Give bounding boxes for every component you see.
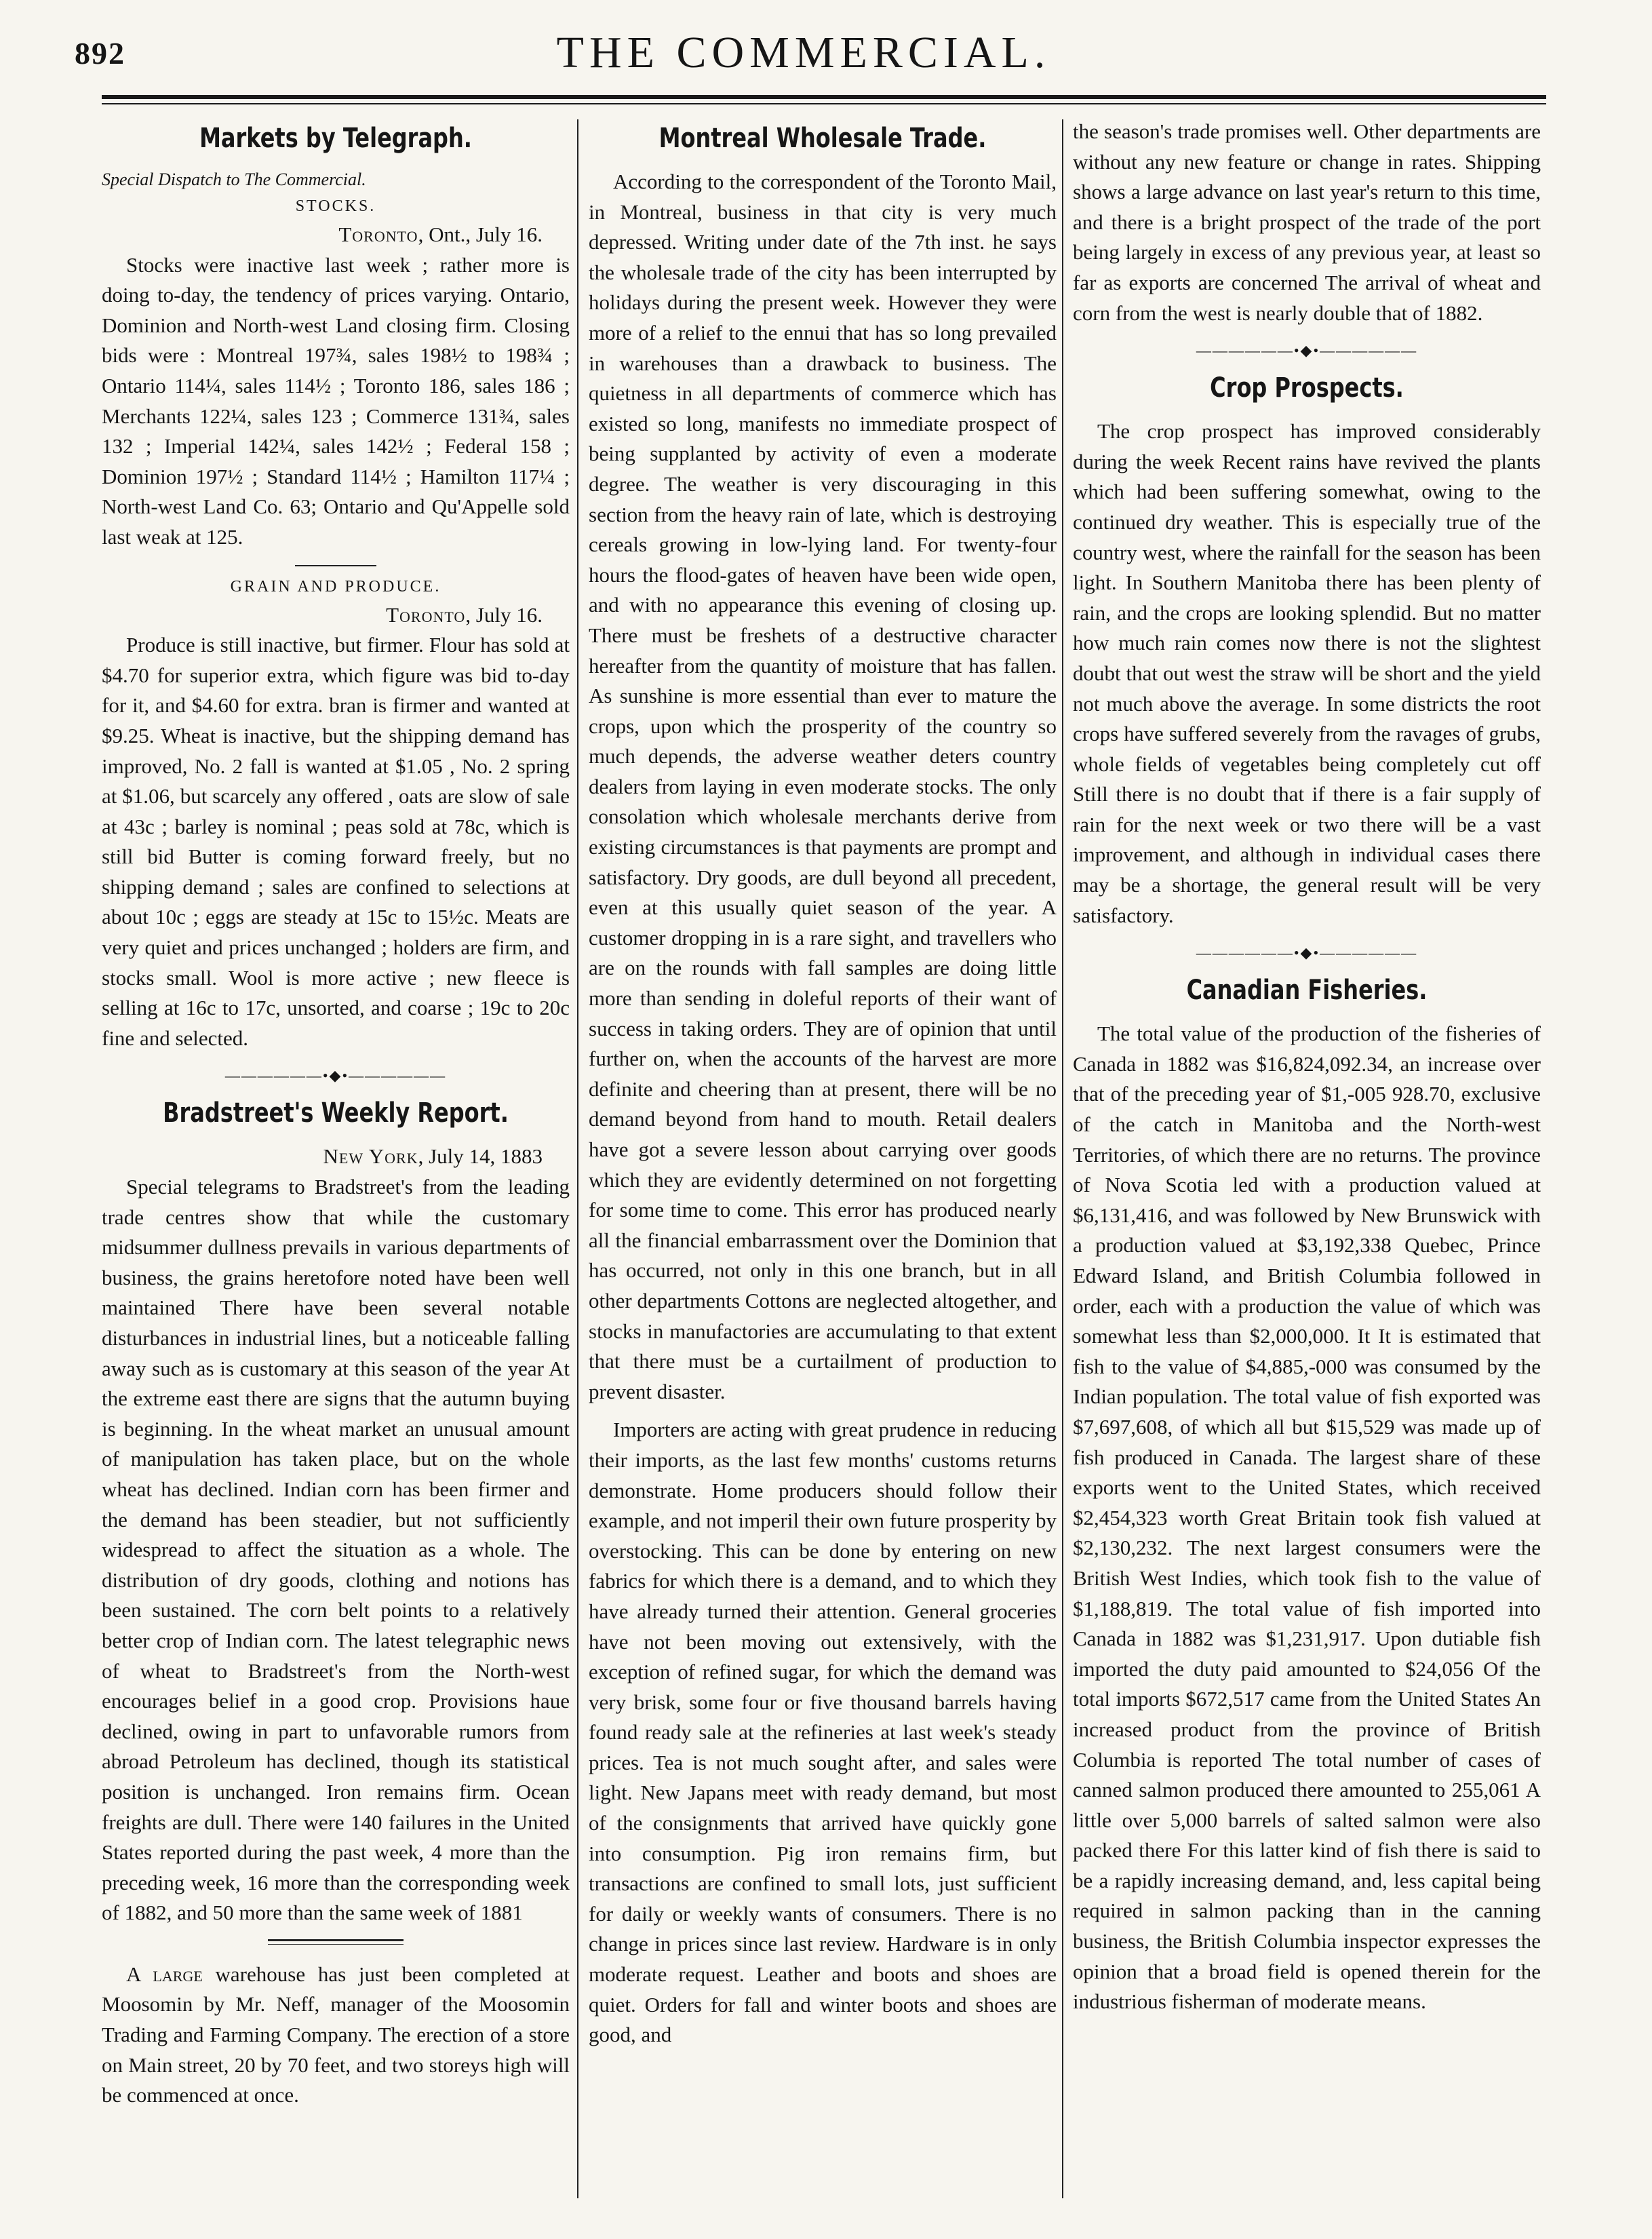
article-body: Produce is still inactive, but firmer. Flour has sold at $4.70 for superior extra, which figure was bid to-day for it, and $4.60 for extra. bran is firmer and wanted at $9.25. Wheat is inactive, but the shipping demand has improved, No. 2 fall is wanted at $1.05 , No. 2 spring at $1.06, but scarcely any offered , oats are slow of sale at 43c ; barley is nominal ; peas sold at 78c, which is still bid Butter is coming forward freely, but no shipping demand ; sales are confined to selections at about 10c ; eggs are steady at 15c to 15½c. Meats are very quiet and prices unchanged ; holders are firm, and stocks small. Wool is more active ; new fleece is selling at 16c to 17c, unsorted, and coarse ; 19c to 20c fine and selected. [102, 633, 570, 1050]
section-rule [295, 565, 376, 566]
article-body: Stocks were inactive last week ; rather more is doing to-day, the tendency of prices varying. Ontario, Dominion and North-west Land closing firm. Closing bids were : Montreal 197¾, sales 198½ to 198¾ ; Ontario 114¼, sales 114½ ; Toronto 186, sales 186 ; Merchants 122¼, sales 123 ; Commerce 131¾, sales 132 ; Imperial 142¼, sales 142½ ; Federal 158 ; Dominion 197½ ; Standard 114½ ; Hamilton 117¼ ; North-west Land Co. 63; Ontario and Qu'Appelle sold last weak at 125. [102, 252, 570, 549]
column-2 [589, 117, 1057, 2198]
header-rule-thick [102, 95, 1546, 99]
header-rule-thin [102, 103, 1546, 104]
continued-text: the season's trade promises well. Other departments are without any new feature or change in rates. Shipping shows a large advance on last year's return to this time, and there is a bright prospect of the trade of the port being largely in excess of any previous year, at least so far as exports are concerned The arrival of wheat and corn from the west is nearly double that of 1882. [1073, 119, 1541, 325]
article-montreal-wholesale [589, 121, 1057, 2050]
dateline-city: New York [323, 1144, 418, 1169]
dateline-city: Toronto [338, 222, 418, 246]
column-3 [1073, 117, 1541, 2198]
dateline [102, 600, 570, 631]
ornament-divider: ——————•◆•—————— [1196, 342, 1418, 359]
paragraph-gap [589, 1407, 1057, 1415]
article-title: Markets by Telegraph. [199, 123, 472, 154]
warehouse-notice [102, 1960, 570, 2111]
section-subhead-grain: GRAIN AND PRODUCE. [230, 577, 441, 596]
dateline [102, 1142, 570, 1172]
ornament-divider: ——————•◆•—————— [1196, 944, 1418, 962]
article-crop-prospects [1073, 370, 1541, 931]
article-title: Crop Prospects. [1210, 372, 1404, 404]
article-body: The crop prospect has improved considerably during the week Recent rains have revived the plants which had been suffering somewhat, owing to the continued dry weather. This is especially true of the country west, where the rainfall for the season has been light. In Southern Manitoba there has been plenty of rain, and the crops are looking splendid. But no matter how much rain comes now there is not the slightest doubt that out west the straw will be short and the yield not much above the average. In some districts the root crops have suffered severely from the ravages of grubs, whole fields of vegetables being completely cut off Still there is no doubt that if there is a fair supply of rain for the next week or two there will be a vast improvement, and although in individual cases there may be a shortage, the general result will be very satisfactory. [1073, 419, 1541, 927]
article-title: Montreal Wholesale Trade. [658, 123, 987, 154]
ornament-divider: ——————•◆•—————— [224, 1067, 447, 1085]
column-divider-1 [577, 119, 578, 2198]
notice-lead: A large [126, 1962, 203, 1986]
article-paragraph-2: Importers are acting with great prudence in reducing their imports, as the last few months' customs returns demonstrate. Home producers should follow their example, and not imperil their own future prosperity by overstocking. This can be done by entering on new fabrics for which there is a demand, and to which they have already turned their attention. General groceries have not been moving out extensively, with the exception of refined sugar, for which the demand was very brisk, some four or five thousand barrels having found ready sale at the refineries at last week's steady prices. Tea is not much sought after, and sales were light. New Japans meet with ready demand, but most of the consignments that arrived have quickly gone into consumption. Pig iron remains firm, but transactions are confined to small lots, just sufficient for daily or weekly wants of consumers. There is no change in prices since last review. Hardware is in only moderate request. Leather and boots and shoes are quiet. Orders for fall and winter boots and shoes are good, and [589, 1418, 1057, 2047]
column-1 [102, 117, 570, 2198]
article-canadian-fisheries [1073, 973, 1541, 2017]
dateline-city: Toronto [386, 602, 466, 627]
column-divider-2 [1062, 119, 1063, 2198]
article-title: Bradstreet's Weekly Report. [163, 1097, 509, 1129]
article-title: Canadian Fisheries. [1186, 975, 1428, 1007]
article-body: Special telegrams to Bradstreet's from the leading trade centres show that while the customary midsummer dullness prevails in various departments of business, the grains heretofore noted have been well maintained There have been several notable disturbances in industrial lines, but a noticeable falling away such as is customary at this season of the year At the extreme east there are signs that the autumn buying is beginning. In the wheat market an unusual amount of manipulation has taken place, but on the whole wheat has declined. Indian corn has been firmer and the demand has been steadier, but not sufficiently widespread to affect the situation as a whole. The distribution of dry goods, clothing and notions has been sustained. The corn belt points to a relatively better crop of Indian corn. The latest telegraphic news of wheat to Bradstreet's from the North-west encourages belief in a good crop. Provisions haue declined, owing in part to unfavorable rumors from abroad Petroleum has declined, though its statistical position is unchanged. Iron remains firm. Ocean freights are dull. There were 140 failures in the United States reported during the past week, 4 more than the preceding week, 16 more than the corresponding week of 1882, and 50 more than the same week of 1881 [102, 1175, 570, 1925]
section-subhead-stocks: STOCKS. [295, 197, 376, 215]
dateline-date: , Ont., July 16. [418, 222, 543, 246]
article-byline: Special Dispatch to The Commercial. [102, 170, 366, 189]
article-markets-by-telegraph [102, 121, 570, 1053]
dateline-date: , July 14, 1883 [418, 1144, 543, 1169]
article-body: The total value of the production of the fisheries of Canada in 1882 was $16,824,092.34, an increase over that of the preceding year of $1,-005 928.70, exclusive of the catch in Manitoba and the North-west Territories, of which there are no returns. The province of Nova Scotia led with a production valued at $6,131,416, and was followed by New Brunswick with a production valued at $3,192,338 Quebec, Prince Edward Island, and British Columbia followed in order, each with a production the value of which was somewhat less than $2,000,000. It It is estimated that fish to the value of $4,885,-000 was consumed by the Indian population. The total value of fish exported was $7,697,608, of which all but $15,529 was made up of fish produced in Canada. The largest share of these exports went to the United States, which received $2,454,323 worth Great Britain took fish valued at $2,130,232. The next largest consumers were the British West Indies, which took fish to the value of $1,188,819. The total value of fish imported into Canada in 1882 was $1,231,917. Upon dutiable fish imported the duty paid amounted to $24,056 Of the total imports $672,517 came from the United States An increased product from the province of British Columbia is reported The total number of cases of canned salmon produced there amounted to 255,061 A little over 5,000 barrels of salted salmon were also packed there For this latter kind of fish there is said to be a rapidly increasing demand, and, less capital being required in salmon packing than in the canning business, the British Columbia inspector expresses the opinion that a broad field is opened therein for the industrious fisherman of moderate means. [1073, 1021, 1541, 2014]
dateline [102, 220, 570, 250]
masthead-title: THE COMMERCIAL. [556, 28, 1051, 77]
notice-body: warehouse has just been completed at Moosomin by Mr. Neff, manager of the Moosomin Trading and Farming Company. The erection of a store on Main street, 20 by 70 feet, and two storeys high will be commenced at once. [102, 1962, 570, 2107]
article-paragraph-1: According to the correspondent of the Toronto Mail, in Montreal, business in that city is very much depressed. Writing under date of the 7th inst. he says the wholesale trade of the city has been interrupted by holidays during the present week. However they were more of a relief to the ennui that has so long prevailed in warehouses than a drawback to business. The quietness in all departments of commerce which has existed so long, manifests no immediate prospect of being supplanted by activity of even a moderate degree. The weather is very discouraging in this section from the heavy rain of late, which is destroying cereals growing in low-lying land. For twenty-four hours the flood-gates of heaven have been wide open, and with no appearance this evening of closing up. There must be freshets of a destructive character hereafter from the quantity of moisture that has fallen. As sunshine is more essential than ever to mature the crops, upon which the prosperity of the country so much depends, the adverse weather deters country dealers from laying in even moderate stocks. The only consolation which wholesale merchants derive from existing circumstances is that payments are prompt and satisfactory. Dry goods, are dull beyond all precedent, even at this usually quiet season of the year. A customer dropping in is a rare sight, and travellers who are on the rounds with fall samples are doing little more than sending in doleful reports of their want of success in taking orders. They are of opinion that until further on, when the accounts of the harvest are more definite and cheering than at present, there will be no demand beyond from hand to mouth. Retail dealers have got a severe lesson about carrying over goods which they are evidently determined on not forgetting for some time to come. This error has produced nearly all the financial embarrassment over the Dominion that has occurred, not only in this one branch, but in all other departments Cottons are neglected altogether, and stocks in manufactories are accumulating to that extent that there must be a curtailment of production to prevent disaster. [589, 170, 1057, 1403]
page-number: 892 [75, 36, 125, 71]
dateline-date: , July 16. [465, 602, 543, 627]
page-header [75, 27, 1533, 85]
double-rule-divider [268, 1939, 404, 1945]
article-bradstreets-report [102, 1095, 570, 1928]
